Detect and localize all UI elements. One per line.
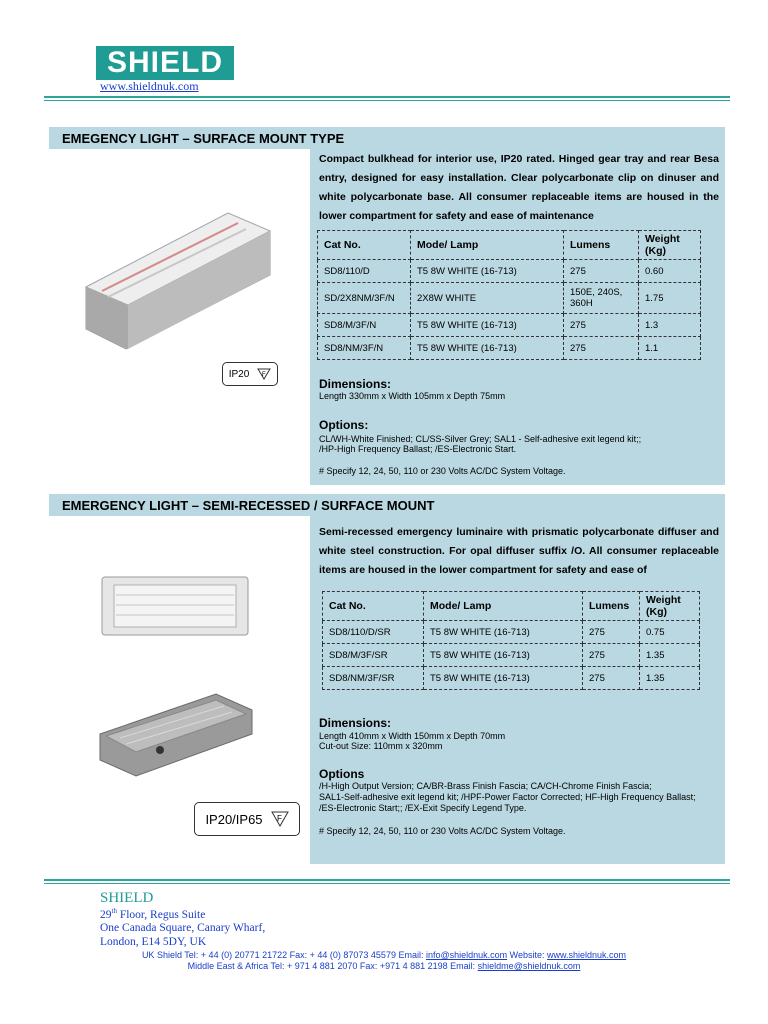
semi-recessed-light-angled-image	[96, 690, 256, 780]
section1-options-line2: /HP-High Frequency Ballast; /ES-Electronic Start.	[319, 444, 517, 454]
section1-voltage-note: # Specify 12, 24, 50, 110 or 230 Volts AC/DC System Voltage.	[319, 466, 566, 476]
cell: SD8/M/3F/SR	[323, 644, 424, 667]
cell: 1.3	[639, 314, 701, 337]
cell: 275	[564, 314, 639, 337]
table-row	[323, 621, 700, 644]
me-contact-text: Middle East & Africa Tel: + 971 4 881 2070 Fax: +971 4 881 2198 Email:	[187, 961, 478, 971]
ip20-ip65-badge	[194, 802, 300, 836]
section1-options-line1: CL/WH-White Finished; CL/SS-Silver Grey; SAL1 - Self-adhesive exit legend kit;;	[319, 434, 642, 444]
uk-contact-text: UK Shield Tel: + 44 (0) 20771 21722 Fax: + 44 (0) 87073 45579 Email:	[141, 950, 426, 960]
uk-website-link[interactable]: www.shieldnuk.com	[547, 950, 627, 960]
f-mark-icon	[271, 811, 289, 827]
table-row	[318, 283, 701, 314]
cell: 1.35	[640, 667, 700, 690]
svg-text:F: F	[262, 372, 266, 378]
table-row	[318, 337, 701, 360]
col-mode-lamp: Mode/ Lamp	[424, 592, 583, 621]
uk-email-link[interactable]: info@shieldnuk.com	[425, 950, 508, 960]
cell: 2X8W WHITE	[411, 283, 564, 314]
cell: T5 8W WHITE (16-713)	[424, 621, 583, 644]
website-label: Website:	[507, 950, 548, 960]
cell: 150E, 240S, 360H	[564, 283, 639, 314]
footer-address-line1	[100, 907, 205, 921]
cell: 1.35	[640, 644, 700, 667]
cell: 275	[564, 260, 639, 283]
cell: SD8/NM/3F/N	[318, 337, 411, 360]
me-email-link[interactable]: shieldme@shieldnuk.com	[477, 961, 581, 971]
logo-text: SHIELD	[106, 46, 223, 79]
table-header-row	[318, 231, 701, 260]
section1-dimensions-heading: Dimensions:	[319, 377, 392, 391]
address-floor-text: Floor, Regus Suite	[116, 908, 206, 921]
address-floor-suffix: th	[111, 907, 117, 915]
section1-spec-table	[317, 230, 701, 360]
col-lumens: Lumens	[564, 231, 639, 260]
company-logo	[96, 46, 234, 80]
footer-me-contact	[0, 961, 768, 971]
section1-dimensions: Length 330mm x Width 105mm x Depth 75mm	[319, 391, 506, 401]
cell: SD/2X8NM/3F/N	[318, 283, 411, 314]
table-header-row	[323, 592, 700, 621]
section2-options-line1: /H-High Output Version; CA/BR-Brass Finish Fascia; CA/CH-Chrome Finish Fascia;	[319, 781, 652, 791]
footer-company: SHIELD	[100, 890, 154, 906]
footer-rule	[44, 879, 730, 881]
cell: SD8/M/3F/N	[318, 314, 411, 337]
section1-title: EMEGENCY LIGHT – SURFACE MOUNT TYPE	[62, 131, 345, 146]
footer-uk-contact	[0, 950, 768, 960]
col-mode-lamp: Mode/ Lamp	[411, 231, 564, 260]
section2-dimensions-line1: Length 410mm x Width 150mm x Depth 70mm	[319, 731, 506, 741]
svg-text:F: F	[276, 814, 282, 823]
section2-dimensions-heading: Dimensions:	[319, 716, 392, 730]
table-row	[323, 644, 700, 667]
section2-title: EMERGENCY LIGHT – SEMI-RECESSED / SURFACE MOUNT	[62, 498, 435, 513]
col-weight: Weight (Kg)	[639, 231, 701, 260]
cell: 275	[564, 337, 639, 360]
footer-rule-thin	[44, 883, 730, 884]
table-row	[318, 314, 701, 337]
cell: T5 8W WHITE (16-713)	[411, 314, 564, 337]
cell: 0.60	[639, 260, 701, 283]
ip20-ip65-label: IP20/IP65	[205, 811, 263, 827]
col-lumens: Lumens	[583, 592, 640, 621]
cell: 275	[583, 667, 640, 690]
ip20-badge	[222, 362, 278, 386]
footer-address-line2: One Canada Square, Canary Wharf,	[100, 922, 266, 934]
cell: SD8/110/D	[318, 260, 411, 283]
col-cat-no: Cat No.	[318, 231, 411, 260]
cell: SD8/110/D/SR	[323, 621, 424, 644]
section2-voltage-note: # Specify 12, 24, 50, 110 or 230 Volts AC/DC System Voltage.	[319, 826, 566, 836]
address-floor-number: 29	[100, 908, 112, 921]
cell: 1.75	[639, 283, 701, 314]
cell: 0.75	[640, 621, 700, 644]
section2-dimensions-line2: Cut-out Size: 110mm x 320mm	[319, 741, 443, 751]
cell: 1.1	[639, 337, 701, 360]
header-rule	[44, 96, 730, 98]
f-mark-icon	[257, 368, 271, 380]
semi-recessed-light-image	[100, 575, 252, 639]
cell: T5 8W WHITE (16-713)	[411, 260, 564, 283]
table-row	[323, 667, 700, 690]
section2-options-line2: SAL1-Self-adhesive exit legend kit; /HPF-Power Factor Corrected; HF-High Frequency Ballast;	[319, 792, 696, 802]
cell: T5 8W WHITE (16-713)	[424, 667, 583, 690]
section2-options-heading: Options	[319, 767, 365, 781]
ip20-label: IP20	[228, 368, 250, 380]
footer-address-line3: London, E14 5DY, UK	[100, 936, 207, 948]
cell: 275	[583, 644, 640, 667]
surface-mount-light-image	[78, 205, 274, 355]
section2-spec-table	[322, 591, 700, 690]
section1-description: Compact bulkhead for interior use, IP20 rated. Hinged gear tray and rear Besa entry, designed for easy installation. Clear polycarbonate clip on dinuser and white polycarbonate base. All consumer replaceable items are housed in the lower compartment for safety and ease of maintenance	[319, 153, 719, 222]
section1-options-heading: Options:	[319, 418, 369, 432]
header-rule-thin	[44, 100, 730, 101]
website-link[interactable]: www.shieldnuk.com	[100, 79, 199, 93]
cell: T5 8W WHITE (16-713)	[411, 337, 564, 360]
col-weight: Weight (Kg)	[640, 592, 700, 621]
section2-options-line3: /ES-Electronic Start;; /EX-Exit Specify Legend Type.	[319, 803, 527, 813]
cell: 275	[583, 621, 640, 644]
cell: SD8/NM/3F/SR	[323, 667, 424, 690]
section2-description: Semi-recessed emergency luminaire with prismatic polycarbonate diffuser and white steel construction. For opal diffuser suffix /O. All consumer replaceable items are housed in the lower compartment for safety and ease of	[319, 526, 719, 576]
cell: T5 8W WHITE (16-713)	[424, 644, 583, 667]
table-row	[318, 260, 701, 283]
col-cat-no: Cat No.	[323, 592, 424, 621]
